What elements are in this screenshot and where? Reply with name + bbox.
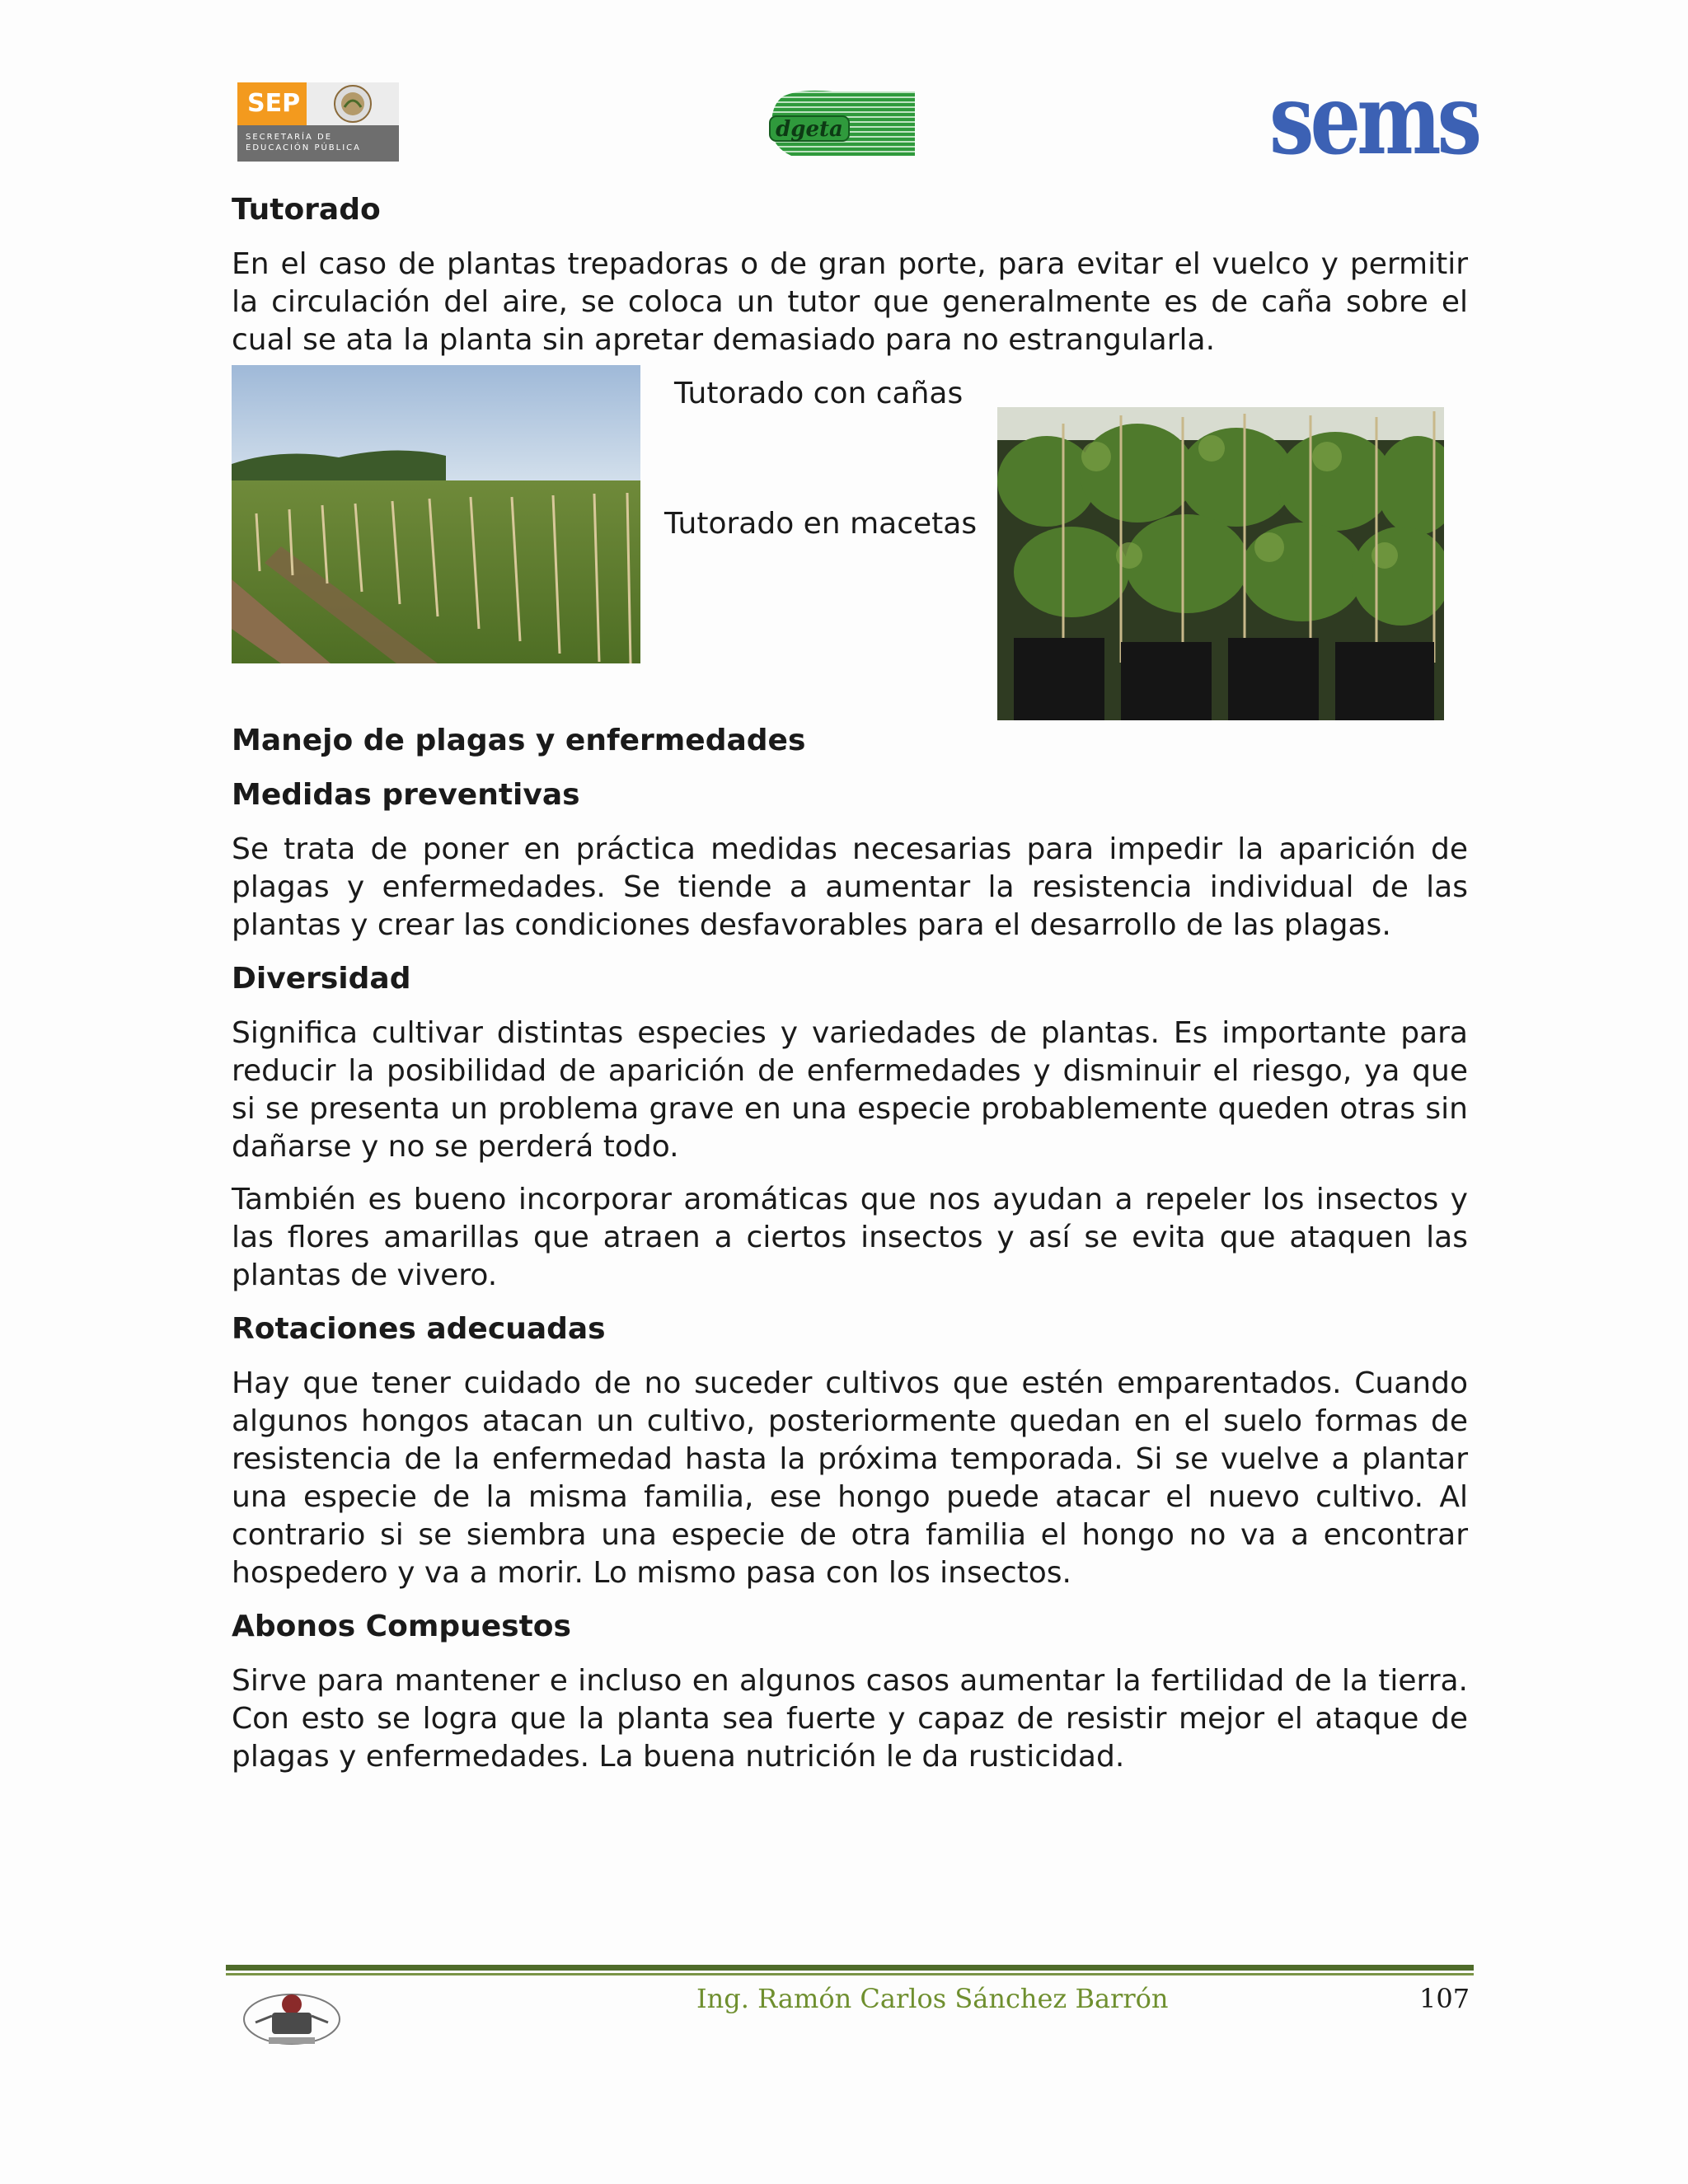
abonos-heading: Abonos Compuestos xyxy=(232,1610,571,1643)
rotaciones-paragraph: Hay que tener cuidado de no suceder cultivos que estén emparentados. Cuando algunos hongos atacan un cultivo, posteriormente quedan en el suelo formas de resistencia de la enfermedad hasta la próxima temporada. Si se vuelve a plantar una especie de la misma familia, ese hongo puede atacar el nuevo cultivo. Al contrario si se siembra una especie de otra familia el hongo no va a encontrar hospedero y va a morir. Lo mismo pasa con los insectos. xyxy=(232,1366,1468,1590)
page-number: 107 xyxy=(1419,1983,1470,2014)
sep-logo-subtext: SECRETARÍA DE EDUCACIÓN PÚBLICA xyxy=(237,125,399,162)
sems-logo: sems xyxy=(1269,62,1479,176)
mexico-seal-icon xyxy=(307,82,399,125)
abonos-paragraph: Sirve para mantener e incluso en algunos casos aumentar la fertilidad de la tierra. Con esto se logra que la planta sea fuerte y capaz de resistir mejor el ataque de plagas y enfermedades. La buena nutrición le da rusticidad. xyxy=(232,1664,1468,1774)
tutorado-heading: Tutorado xyxy=(232,193,381,227)
potted-plants-photo xyxy=(997,407,1444,720)
preventivas-paragraph: Se trata de poner en práctica medidas necesarias para impedir la aparición de plagas y enfermedades. Se tiende a aumentar la resistencia individual de las plantas y crear las condiciones desfavorables para el desarrollo de las plagas. xyxy=(232,832,1468,942)
footer-rule-thin xyxy=(226,1973,1474,1975)
caption-tutorado-macetas: Tutorado en macetas xyxy=(664,507,978,541)
sep-logo-text: SEP xyxy=(237,82,307,125)
field-stakes-photo xyxy=(232,365,640,663)
preventivas-heading: Medidas preventivas xyxy=(232,778,580,812)
aromaticas-paragraph: También es bueno incorporar aromáticas que nos ayudan a repeler los insectos y las flores amarillas que atraen a ciertos insectos y así se evita que ataquen las plantas de vivero. xyxy=(232,1183,1468,1292)
footer-rule xyxy=(226,1965,1474,1971)
tutorado-paragraph: En el caso de plantas trepadoras o de gran porte, para evitar el vuelco y permitir la circulación del aire, se coloca un tutor que generalmente es de caña sobre el cual se ata la planta sin apretar demasiado para no estrangularla. xyxy=(232,247,1468,357)
caption-tutorado-canas: Tutorado con cañas xyxy=(674,377,964,410)
diversidad-heading: Diversidad xyxy=(232,962,411,996)
diversidad-paragraph: Significa cultivar distintas especies y variedades de plantas. Es importante para reducir la posibilidad de aparición de enfermedades y disminuir el riesgo, ya que si se presenta un problema grave en una especie probablemente queden otras sin dañarse y no se perderá todo. xyxy=(232,1016,1468,1164)
school-emblem-icon xyxy=(239,1986,345,2050)
footer-author: Ing. Ramón Carlos Sánchez Barrón xyxy=(696,1983,1169,2014)
manejo-heading: Manejo de plagas y enfermedades xyxy=(232,724,806,757)
sep-logo xyxy=(237,82,399,162)
dgeta-logo xyxy=(767,88,920,159)
dgeta-logo-text: dgeta xyxy=(776,117,843,142)
rotaciones-heading: Rotaciones adecuadas xyxy=(232,1312,606,1346)
